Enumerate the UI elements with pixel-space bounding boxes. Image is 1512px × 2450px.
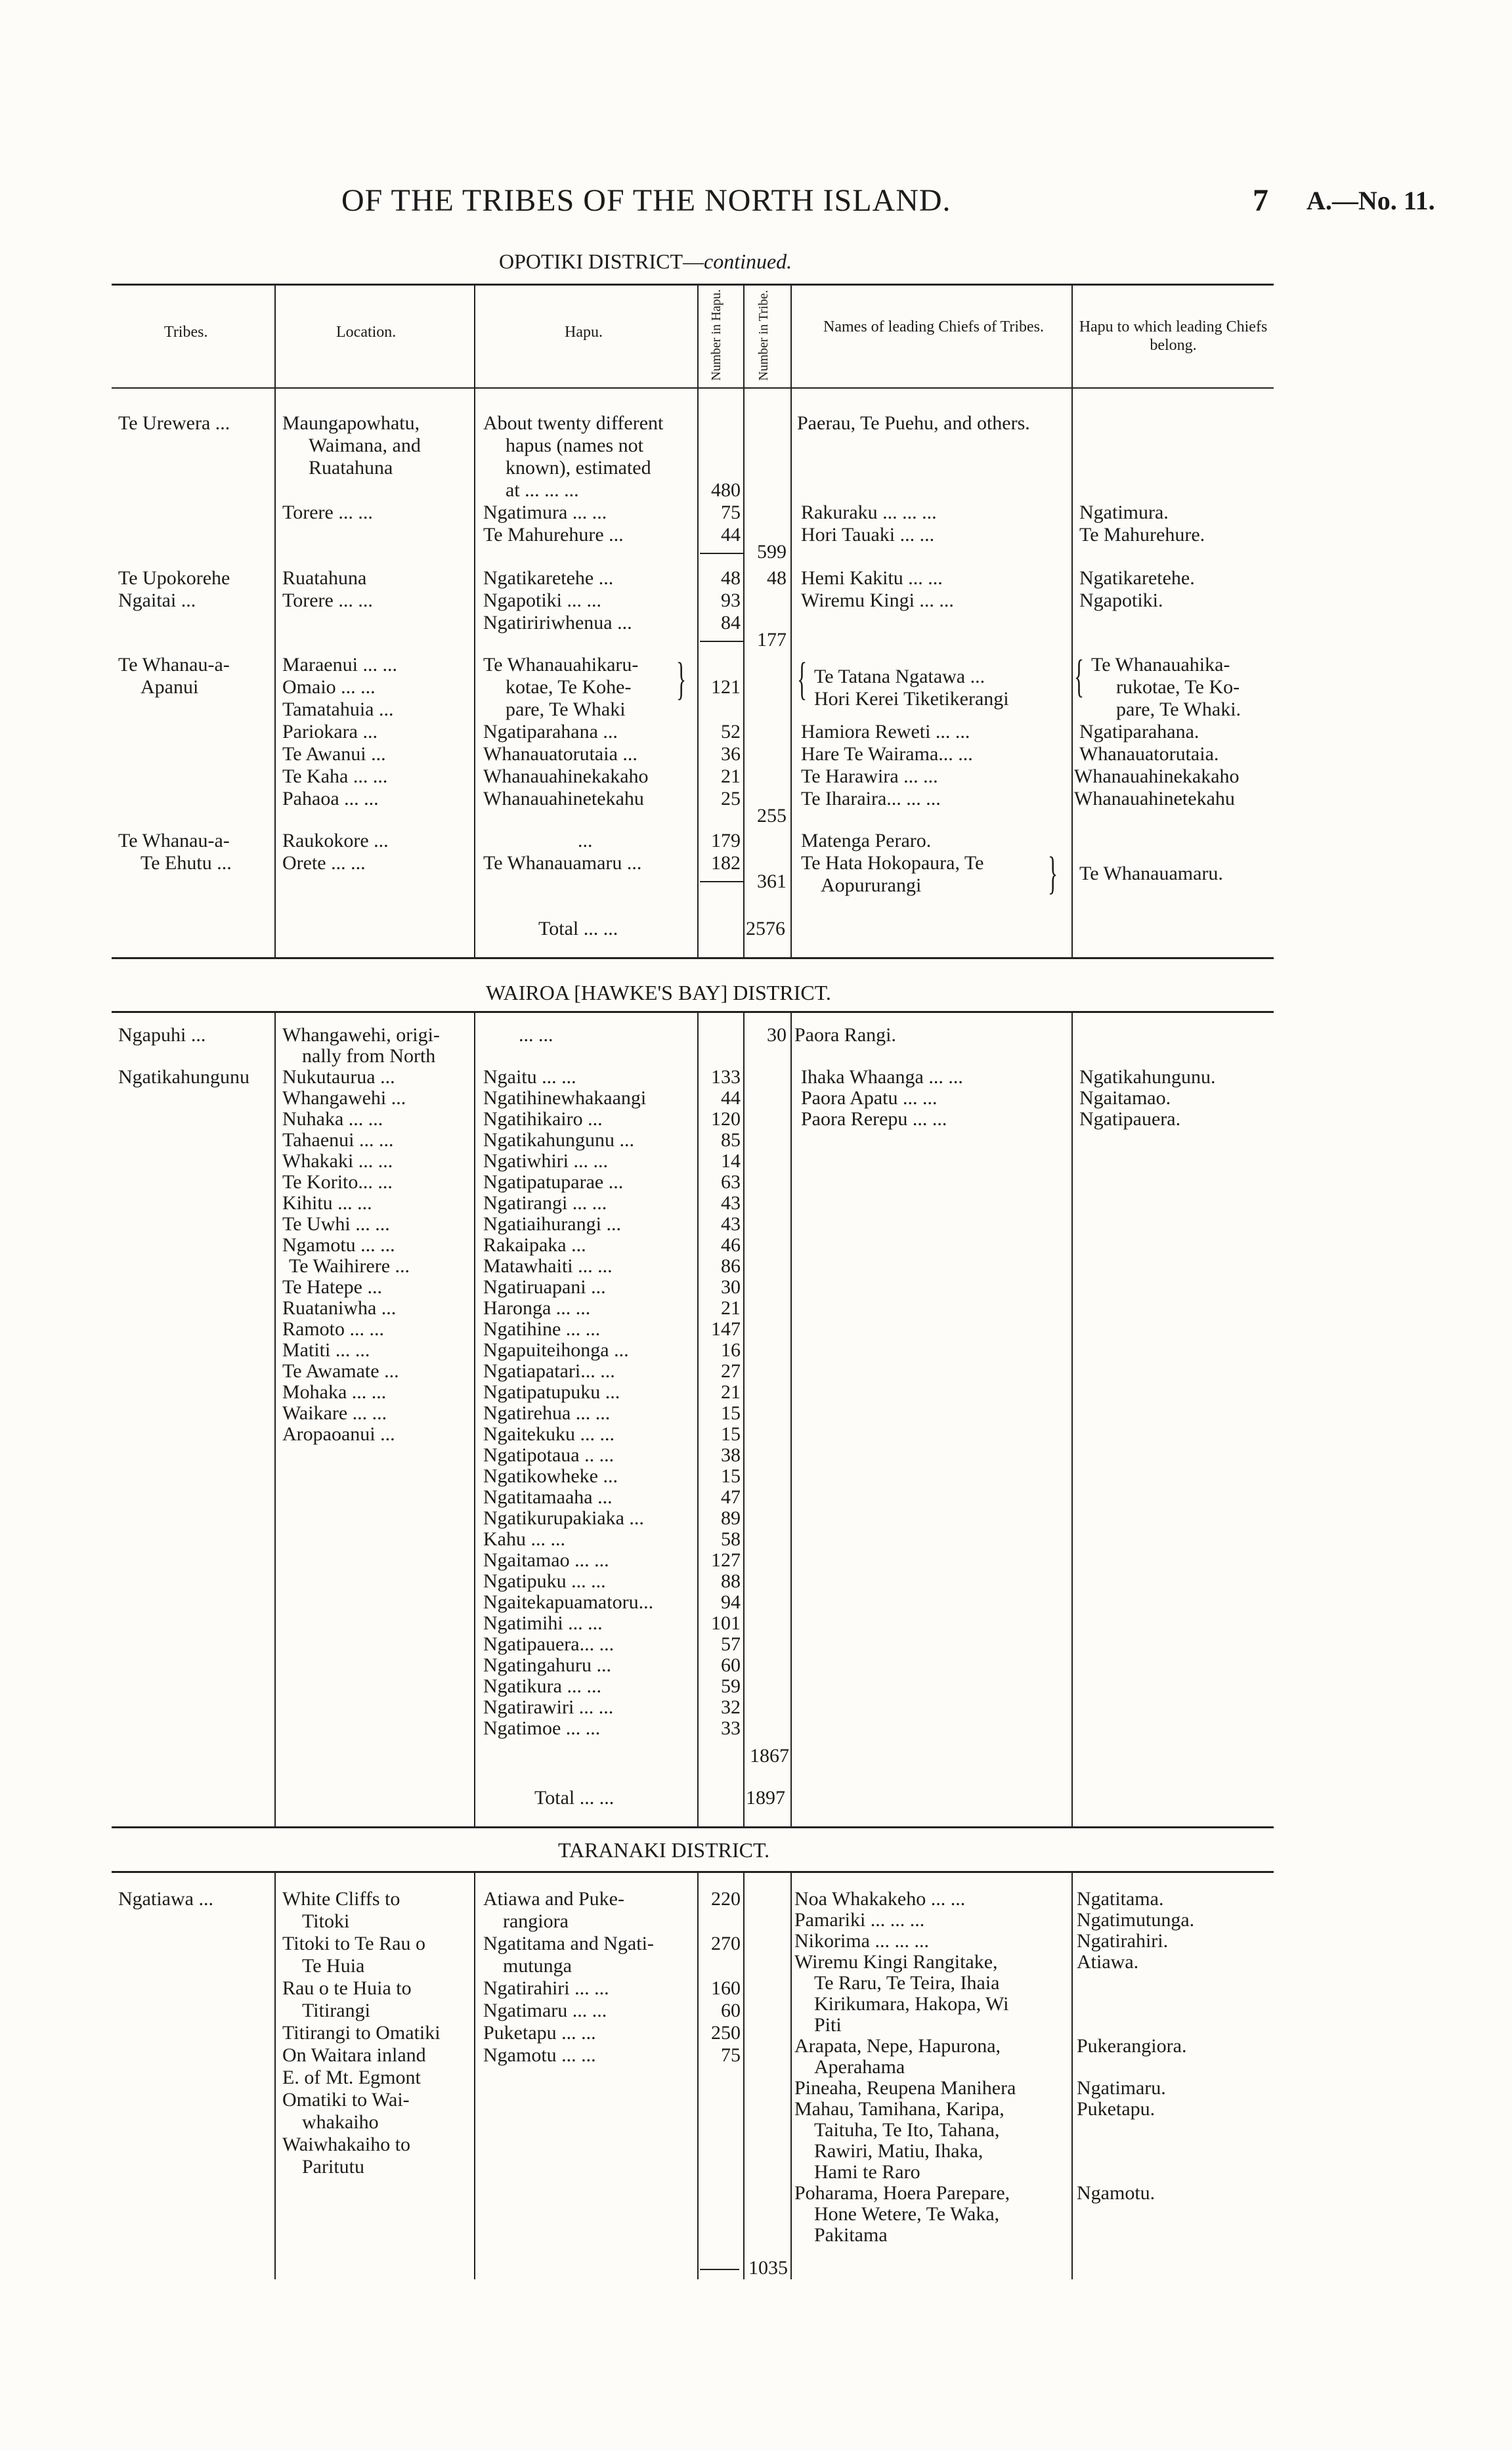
chief-entry: Pakitama xyxy=(814,2224,888,2246)
hapu-whanauahinetekahu: Whanauahinetekahu xyxy=(483,788,644,809)
district-heading-taranaki: TARANAKI DISTRICT. xyxy=(558,1838,770,1862)
hapu-entry: Ngatikura ... ... xyxy=(483,1675,601,1697)
brace-icon: { xyxy=(797,654,808,704)
hapu-unnamed: ... ... xyxy=(519,1024,553,1046)
number-in-hapu: 59 xyxy=(721,1675,741,1697)
table-rule xyxy=(112,957,1274,959)
number-in-hapu: 57 xyxy=(721,1633,741,1655)
table-rule xyxy=(112,284,1274,286)
location-entry: Ngamotu ... ... xyxy=(282,1234,395,1256)
number-in-hapu: 101 xyxy=(711,1612,741,1634)
number-in-hapu: 127 xyxy=(711,1549,741,1571)
chief-entry: Hami te Raro xyxy=(814,2161,920,2183)
number-in-hapu: 75 xyxy=(721,502,741,523)
hapu-entry: Ngatirehua ... ... xyxy=(483,1402,611,1424)
brace-icon: } xyxy=(1048,848,1058,899)
location-tamatahuia: Tamatahuia ... xyxy=(282,698,394,720)
header-hapu: Hapu. xyxy=(565,324,603,341)
chief-iharaira: Te Iharaira... ... ... xyxy=(801,788,941,809)
column-divider xyxy=(697,1872,699,2279)
column-divider xyxy=(697,285,699,957)
column-divider xyxy=(274,1012,276,1826)
number-in-hapu: 147 xyxy=(711,1318,741,1340)
location-entry: Waiwhakaiho to xyxy=(282,2134,411,2155)
tribe-te-urewera: Te Urewera ... xyxy=(118,412,230,434)
chief-hapu-ngatiparahana: Ngatiparahana. xyxy=(1079,721,1199,742)
tribe-whanau-a-apanui-2: Apanui xyxy=(140,676,199,698)
location-entry: Whakaki ... ... xyxy=(282,1150,393,1172)
hapu-unnamed: ... xyxy=(578,830,593,851)
number-in-hapu: 58 xyxy=(721,1528,741,1550)
location-entry: Whangawehi ... xyxy=(282,1087,406,1109)
chief-entry: Te Raru, Te Teira, Ihaia xyxy=(814,1972,1000,1994)
number-in-hapu: 86 xyxy=(721,1255,741,1277)
location-entry: Kihitu ... ... xyxy=(282,1192,372,1214)
hapu-entry: Ngatitama and Ngati- xyxy=(483,1933,654,1954)
number-in-hapu: 182 xyxy=(711,852,741,874)
subtotal-rule xyxy=(700,553,743,554)
location-entry: On Waitara inland xyxy=(282,2044,426,2066)
number-in-hapu: 121 xyxy=(711,676,741,698)
hapu-entry: Ngaitekapuamatoru... xyxy=(483,1591,654,1613)
number-in-tribe: 361 xyxy=(757,870,787,892)
location-ruatahuna: Ruatahuna xyxy=(309,457,393,479)
tribe-ngatiawa: Ngatiawa ... xyxy=(118,1888,213,1910)
number-in-hapu: 133 xyxy=(711,1066,741,1088)
location-torere-2: Torere ... ... xyxy=(282,590,373,611)
header-number-in-tribe: Number in Tribe. xyxy=(756,290,771,381)
hapu-entry: rangiora xyxy=(503,1910,569,1932)
chief-wiremu-kingi: Wiremu Kingi ... ... xyxy=(801,590,954,611)
chief-te-hata-2: Aopururangi xyxy=(821,874,922,896)
number-in-hapu: 85 xyxy=(721,1129,741,1151)
tribe-whanau-a-te-ehutu: Te Whanau-a- xyxy=(118,830,230,851)
number-in-hapu: 250 xyxy=(711,2022,741,2044)
number-in-hapu: 63 xyxy=(721,1171,741,1193)
hapu-ngatikaretehe: Ngatikaretehe ... xyxy=(483,567,614,589)
total-label: Total ... ... xyxy=(538,918,618,939)
tribe-ngatikahungunu: Ngatikahungunu xyxy=(118,1066,249,1088)
chief-hapu-entry: Atiawa. xyxy=(1077,1951,1139,1973)
hapu-entry: Ngatipatuparae ... xyxy=(483,1171,624,1193)
hapu-about-twenty-3: known), estimated xyxy=(506,457,651,479)
column-divider xyxy=(790,1012,792,1826)
chief-hapu-entry: Ngatimutunga. xyxy=(1077,1909,1195,1931)
number-in-hapu: 43 xyxy=(721,1192,741,1214)
number-in-hapu: 47 xyxy=(721,1486,741,1508)
hapu-entry: Ngatitamaaha ... xyxy=(483,1486,613,1508)
header-chiefs: Names of leading Chiefs of Tribes. xyxy=(823,318,1044,335)
location-te-kaha: Te Kaha ... ... xyxy=(282,765,388,787)
location-entry: Te Awamate ... xyxy=(282,1360,399,1382)
chief-matenga: Matenga Peraro. xyxy=(801,830,932,851)
table-rule xyxy=(112,1011,1274,1013)
hapu-about-twenty: About twenty different xyxy=(483,412,664,434)
hapu-ngapotiki: Ngapotiki ... ... xyxy=(483,590,601,611)
hapu-ngatiririwhenua: Ngatiririwhenua ... xyxy=(483,612,632,634)
chief-hapu-entry: Ngatimaru. xyxy=(1077,2077,1166,2099)
location-entry: Titirangi to Omatiki xyxy=(282,2022,441,2044)
number-in-hapu: 21 xyxy=(721,765,741,787)
location-entry: E. of Mt. Egmont xyxy=(282,2067,421,2088)
hapu-entry: Ngatipotaua .. ... xyxy=(483,1444,615,1466)
chief-entry: Mahau, Tamihana, Karipa, xyxy=(794,2098,1004,2120)
number-in-hapu: 14 xyxy=(721,1150,741,1172)
chief-entry: Aperahama xyxy=(814,2056,905,2078)
table-rule xyxy=(112,1826,1274,1828)
location-entry: Te Korito... ... xyxy=(282,1171,393,1193)
column-divider xyxy=(790,1872,792,2279)
hapu-entry: Ngatihikairo ... xyxy=(483,1108,603,1130)
hapu-whanauahikarukotae-3: pare, Te Whaki xyxy=(506,698,626,720)
hapu-whanauahikarukotae: Te Whanauahikaru- xyxy=(483,654,639,676)
chief-hori-tauaki: Hori Tauaki ... ... xyxy=(801,524,935,546)
chief-hapu-whanauahikarukotae-3: pare, Te Whaki. xyxy=(1116,698,1242,720)
hapu-entry: Ngatipuku ... ... xyxy=(483,1570,606,1592)
location-ruatahuna-2: Ruatahuna xyxy=(282,567,367,589)
number-in-hapu: 21 xyxy=(721,1381,741,1403)
chief-hapu-ngatikaretehe: Ngatikaretehe. xyxy=(1079,567,1195,589)
hapu-entry: Ngatingahuru ... xyxy=(483,1654,611,1676)
number-in-hapu: 270 xyxy=(711,1933,741,1954)
location-entry: whakaiho xyxy=(302,2111,379,2133)
hapu-ngatimura: Ngatimura ... ... xyxy=(483,502,607,523)
chief-entry: Pamariki ... ... ... xyxy=(794,1909,925,1931)
number-in-hapu: 89 xyxy=(721,1507,741,1529)
number-in-tribe: 177 xyxy=(757,629,787,651)
chief-hapu-entry: Ngatitama. xyxy=(1077,1888,1164,1910)
number-in-tribe: 48 xyxy=(767,567,787,589)
page-title: OF THE TRIBES OF THE NORTH ISLAND. xyxy=(341,183,951,218)
chief-rakuraku: Rakuraku ... ... ... xyxy=(801,502,937,523)
hapu-entry: Ngatihinewhakaangi xyxy=(483,1087,647,1109)
hapu-entry: Ngatipatupuku ... xyxy=(483,1381,620,1403)
location-entry: Titirangi xyxy=(302,2000,370,2021)
hapu-entry: Ngamotu ... ... xyxy=(483,2044,596,2066)
chiefs-paerau: Paerau, Te Puehu, and others. xyxy=(797,412,1030,434)
number-in-hapu: 44 xyxy=(721,524,741,546)
hapu-entry: Ngatiwhiri ... ... xyxy=(483,1150,608,1172)
chief-hapu-whanauahikarukotae-2: rukotae, Te Ko- xyxy=(1116,676,1240,698)
location-entry: White Cliffs to xyxy=(282,1888,400,1910)
location-entry: Omatiki to Wai- xyxy=(282,2089,410,2111)
number-in-tribe: 30 xyxy=(767,1024,787,1046)
location-entry: Te Uwhi ... ... xyxy=(282,1213,390,1235)
chief-entry: Wiremu Kingi Rangitake, xyxy=(794,1951,998,1973)
location-orete: Orete ... ... xyxy=(282,852,366,874)
location-torere: Torere ... ... xyxy=(282,502,373,523)
hapu-entry: Ngatihine ... ... xyxy=(483,1318,601,1340)
number-in-hapu: 480 xyxy=(711,479,741,501)
chief-entry: Rawiri, Matiu, Ihaka, xyxy=(814,2140,983,2162)
number-in-hapu: 38 xyxy=(721,1444,741,1466)
number-in-hapu: 43 xyxy=(721,1213,741,1235)
hapu-entry: Haronga ... ... xyxy=(483,1297,591,1319)
chief-paora-apatu: Paora Apatu ... ... xyxy=(801,1087,938,1109)
chief-hapu-whanauamaru: Te Whanauamaru. xyxy=(1079,863,1223,884)
hapu-entry: Rakaipaka ... xyxy=(483,1234,586,1256)
column-divider xyxy=(743,1012,745,1826)
location-raukokore: Raukokore ... xyxy=(282,830,389,851)
number-in-hapu: 93 xyxy=(721,590,741,611)
chief-te-tatana: Te Tatana Ngatawa ... xyxy=(814,666,985,687)
chief-hare: Hare Te Wairama... ... xyxy=(801,743,973,765)
chief-hemi-kakitu: Hemi Kakitu ... ... xyxy=(801,567,943,589)
hapu-entry: Ngatiruapani ... xyxy=(483,1276,606,1298)
tribe-ngapuhi: Ngapuhi ... xyxy=(118,1024,206,1046)
hapu-entry: Matawhaiti ... ... xyxy=(483,1255,613,1277)
tribe-te-upokorehe: Te Upokorehe xyxy=(118,567,230,589)
hapu-entry: Ngaitamao ... ... xyxy=(483,1549,609,1571)
number-in-hapu: 220 xyxy=(711,1888,741,1910)
hapu-entry: Ngatirangi ... ... xyxy=(483,1192,607,1214)
number-in-hapu: 88 xyxy=(721,1570,741,1592)
chief-hapu-whanauatorutaia: Whanauatorutaia. xyxy=(1079,743,1219,765)
number-in-hapu: 15 xyxy=(721,1423,741,1445)
district-heading-wairoa: WAIROA [HAWKE'S BAY] DISTRICT. xyxy=(486,981,831,1004)
chief-hapu-entry: Ngamotu. xyxy=(1077,2182,1156,2204)
chief-hapu-whanauahinetekahu: Whanauahinetekahu xyxy=(1074,788,1235,809)
page-number: 7 xyxy=(1253,183,1268,218)
chief-hapu-whanauahinekakaho: Whanauahinekakaho xyxy=(1074,765,1240,787)
chief-entry: Piti xyxy=(814,2014,842,2036)
number-in-hapu: 33 xyxy=(721,1717,741,1739)
location-entry: Rau o te Huia to xyxy=(282,1977,412,1999)
chief-entry: Taituha, Te Ito, Tahana, xyxy=(814,2119,1000,2141)
column-divider xyxy=(1071,285,1073,957)
total-label: Total ... ... xyxy=(534,1787,615,1809)
location-entry: Te Waihirere ... xyxy=(289,1255,410,1277)
brace-icon: { xyxy=(1074,651,1085,702)
column-divider xyxy=(474,1872,475,2279)
column-divider xyxy=(697,1012,699,1826)
location-entry: Matiti ... ... xyxy=(282,1339,370,1361)
district-heading-opotiki: OPOTIKI DISTRICT—continued. xyxy=(499,249,792,273)
hapu-whanauahikarukotae-2: kotae, Te Kohe- xyxy=(506,676,632,698)
number-in-hapu: 52 xyxy=(721,721,741,742)
hapu-entry: Ngatikurupakiaka ... xyxy=(483,1507,644,1529)
chief-entry: Pineaha, Reupena Manihera xyxy=(794,2077,1016,2099)
number-in-hapu: 15 xyxy=(721,1465,741,1487)
hapu-entry: Atiawa and Puke- xyxy=(483,1888,624,1910)
number-in-hapu: 15 xyxy=(721,1402,741,1424)
subtotal-rule xyxy=(700,881,743,882)
location-entry: Titoki to Te Rau o xyxy=(282,1933,425,1954)
location-pahaoa: Pahaoa ... ... xyxy=(282,788,379,809)
hapu-entry: Ngatiapatari... ... xyxy=(483,1360,615,1382)
chief-hapu-entry: Ngatirahiri. xyxy=(1077,1930,1169,1952)
table-rule xyxy=(112,1871,1274,1873)
number-in-hapu: 179 xyxy=(711,830,741,851)
hapu-ngatiparahana: Ngatiparahana ... xyxy=(483,721,618,742)
number-in-hapu: 120 xyxy=(711,1108,741,1130)
column-divider xyxy=(790,285,792,957)
number-in-hapu: 94 xyxy=(721,1591,741,1613)
chief-harawira: Te Harawira ... ... xyxy=(801,765,938,787)
tribe-whanau-a-te-ehutu-2: Te Ehutu ... xyxy=(140,852,232,874)
hapu-entry: Ngatikowheke ... xyxy=(483,1465,618,1487)
tribe-ngaitai: Ngaitai ... xyxy=(118,590,196,611)
hapu-entry: Ngatiaihurangi ... xyxy=(483,1213,621,1235)
hapu-te-whanauamaru: Te Whanauamaru ... xyxy=(483,852,642,874)
hapu-entry: Ngatipauera... ... xyxy=(483,1633,615,1655)
location-entry: Aropaoanui ... xyxy=(282,1423,395,1445)
number-in-hapu: 84 xyxy=(721,612,741,634)
chief-hapu-entry: Pukerangiora. xyxy=(1077,2035,1187,2057)
chief-hori-kerei: Hori Kerei Tiketikerangi xyxy=(814,688,1009,710)
location-omaio: Omaio ... ... xyxy=(282,676,376,698)
number-in-hapu: 160 xyxy=(711,1977,741,1999)
subtotal-rule xyxy=(700,2269,739,2270)
chief-ihaka-whaanga: Ihaka Whaanga ... ... xyxy=(801,1066,963,1088)
district-total: 2576 xyxy=(746,918,785,939)
hapu-about-twenty-4: at ... ... ... xyxy=(506,479,579,501)
hapu-entry: Puketapu ... ... xyxy=(483,2022,596,2044)
location-whangawehi-north-2: nally from North xyxy=(302,1045,436,1067)
number-in-hapu: 44 xyxy=(721,1087,741,1109)
column-divider xyxy=(1071,1872,1073,2279)
location-entry: Tahaenui ... ... xyxy=(282,1129,394,1151)
column-divider xyxy=(743,1872,745,2279)
chief-hapu-whanauahikarukotae: Te Whanauahika- xyxy=(1091,654,1230,676)
subtotal-rule xyxy=(700,641,743,642)
chief-entry: Poharama, Hoera Parepare, xyxy=(794,2182,1010,2204)
location-entry: Waikare ... ... xyxy=(282,1402,387,1424)
number-in-hapu: 21 xyxy=(721,1297,741,1319)
hapu-entry: Ngaitu ... ... xyxy=(483,1066,576,1088)
location-te-awanui: Te Awanui ... xyxy=(282,743,386,765)
brace-icon: } xyxy=(676,654,687,704)
hapu-whanauahinekakaho: Whanauahinekakaho xyxy=(483,765,649,787)
chief-hapu-entry: Puketapu. xyxy=(1077,2098,1156,2120)
column-divider xyxy=(274,285,276,957)
number-in-hapu: 60 xyxy=(721,2000,741,2021)
number-in-tribe: 255 xyxy=(757,805,787,827)
hapu-entry: Ngapuiteihonga ... xyxy=(483,1339,629,1361)
hapu-about-twenty-2: hapus (names not xyxy=(506,435,643,456)
header-location: Location. xyxy=(336,324,397,341)
number-in-hapu: 46 xyxy=(721,1234,741,1256)
chief-entry: Arapata, Nepe, Hapurona, xyxy=(794,2035,1001,2057)
hapu-te-mahurehure: Te Mahurehure ... xyxy=(483,524,624,546)
location-entry: Ruataniwha ... xyxy=(282,1297,397,1319)
chief-entry: Noa Whakakeho ... ... xyxy=(794,1888,966,1910)
location-entry: Te Huia xyxy=(302,1955,365,1977)
hapu-whanauatorutaia: Whanauatorutaia ... xyxy=(483,743,637,765)
column-divider xyxy=(743,285,745,957)
location-whangawehi-north: Whangawehi, origi- xyxy=(282,1024,440,1046)
number-in-hapu: 36 xyxy=(721,743,741,765)
district-total: 1897 xyxy=(746,1787,785,1809)
column-divider xyxy=(1071,1012,1073,1826)
header-number-in-hapu: Number in Hapu. xyxy=(709,289,724,381)
header-chiefs-hapu: Hapu to which leading Chiefs belong. xyxy=(1079,318,1268,354)
number-in-hapu: 48 xyxy=(721,567,741,589)
location-waimana: Waimana, and xyxy=(309,435,421,456)
chief-hapu-ngatipauera: Ngatipauera. xyxy=(1079,1108,1181,1130)
location-maungapowhatu: Maungapowhatu, xyxy=(282,412,420,434)
chief-entry: Nikorima ... ... ... xyxy=(794,1930,929,1952)
number-in-hapu: 25 xyxy=(721,788,741,809)
location-maraenui: Maraenui ... ... xyxy=(282,654,397,676)
hapu-entry: Ngaitekuku ... ... xyxy=(483,1423,615,1445)
number-in-hapu: 75 xyxy=(721,2044,741,2066)
chief-paora-rangi: Paora Rangi. xyxy=(794,1024,896,1046)
hapu-entry: Ngatirahiri ... ... xyxy=(483,1977,609,1999)
chief-entry: Kirikumara, Hakopa, Wi xyxy=(814,1993,1009,2015)
location-entry: Titoki xyxy=(302,1910,350,1932)
location-entry: Paritutu xyxy=(302,2156,364,2178)
chief-paora-rerepu: Paora Rerepu ... ... xyxy=(801,1108,947,1130)
chief-hapu-ngapotiki: Ngapotiki. xyxy=(1079,590,1163,611)
hapu-entry: Ngatirawiri ... ... xyxy=(483,1696,614,1718)
number-in-hapu: 16 xyxy=(721,1339,741,1361)
hapu-entry: Ngatimoe ... ... xyxy=(483,1717,601,1739)
number-in-tribe: 1867 xyxy=(750,1745,789,1767)
column-divider xyxy=(474,285,475,957)
document-reference: A.—No. 11. xyxy=(1307,186,1435,215)
chief-entry: Hone Wetere, Te Waka, xyxy=(814,2203,1000,2225)
chief-hapu-ngaitamao: Ngaitamao. xyxy=(1079,1087,1171,1109)
number-in-tribe: 599 xyxy=(757,541,787,563)
hapu-entry: Ngatikahungunu ... xyxy=(483,1129,634,1151)
chief-hapu-ngatikahungunu: Ngatikahungunu. xyxy=(1079,1066,1216,1088)
location-entry: Ramoto ... ... xyxy=(282,1318,384,1340)
hapu-entry: Ngatimaru ... ... xyxy=(483,2000,607,2021)
chief-hapu-mahurehure: Te Mahurehure. xyxy=(1079,524,1205,546)
number-in-hapu: 32 xyxy=(721,1696,741,1718)
hapu-entry: mutunga xyxy=(503,1955,572,1977)
column-divider xyxy=(474,1012,475,1826)
location-entry: Te Hatepe ... xyxy=(282,1276,382,1298)
hapu-entry: Kahu ... ... xyxy=(483,1528,565,1550)
hapu-entry: Ngatimihi ... ... xyxy=(483,1612,603,1634)
location-entry: Nuhaka ... ... xyxy=(282,1108,383,1130)
chief-hamiora: Hamiora Reweti ... ... xyxy=(801,721,970,742)
chief-hapu-ngatimura: Ngatimura. xyxy=(1079,502,1169,523)
chief-te-hata: Te Hata Hokopaura, Te xyxy=(801,852,984,874)
location-entry: Mohaka ... ... xyxy=(282,1381,387,1403)
number-in-hapu: 27 xyxy=(721,1360,741,1382)
number-in-hapu: 60 xyxy=(721,1654,741,1676)
column-divider xyxy=(274,1872,276,2279)
number-in-tribe: 1035 xyxy=(748,2257,788,2279)
location-pariokara: Pariokara ... xyxy=(282,721,378,742)
header-tribes: Tribes. xyxy=(164,324,208,341)
location-entry: Nukutaurua ... xyxy=(282,1066,395,1088)
table-rule xyxy=(112,387,1274,389)
tribe-whanau-a-apanui: Te Whanau-a- xyxy=(118,654,230,676)
number-in-hapu: 30 xyxy=(721,1276,741,1298)
